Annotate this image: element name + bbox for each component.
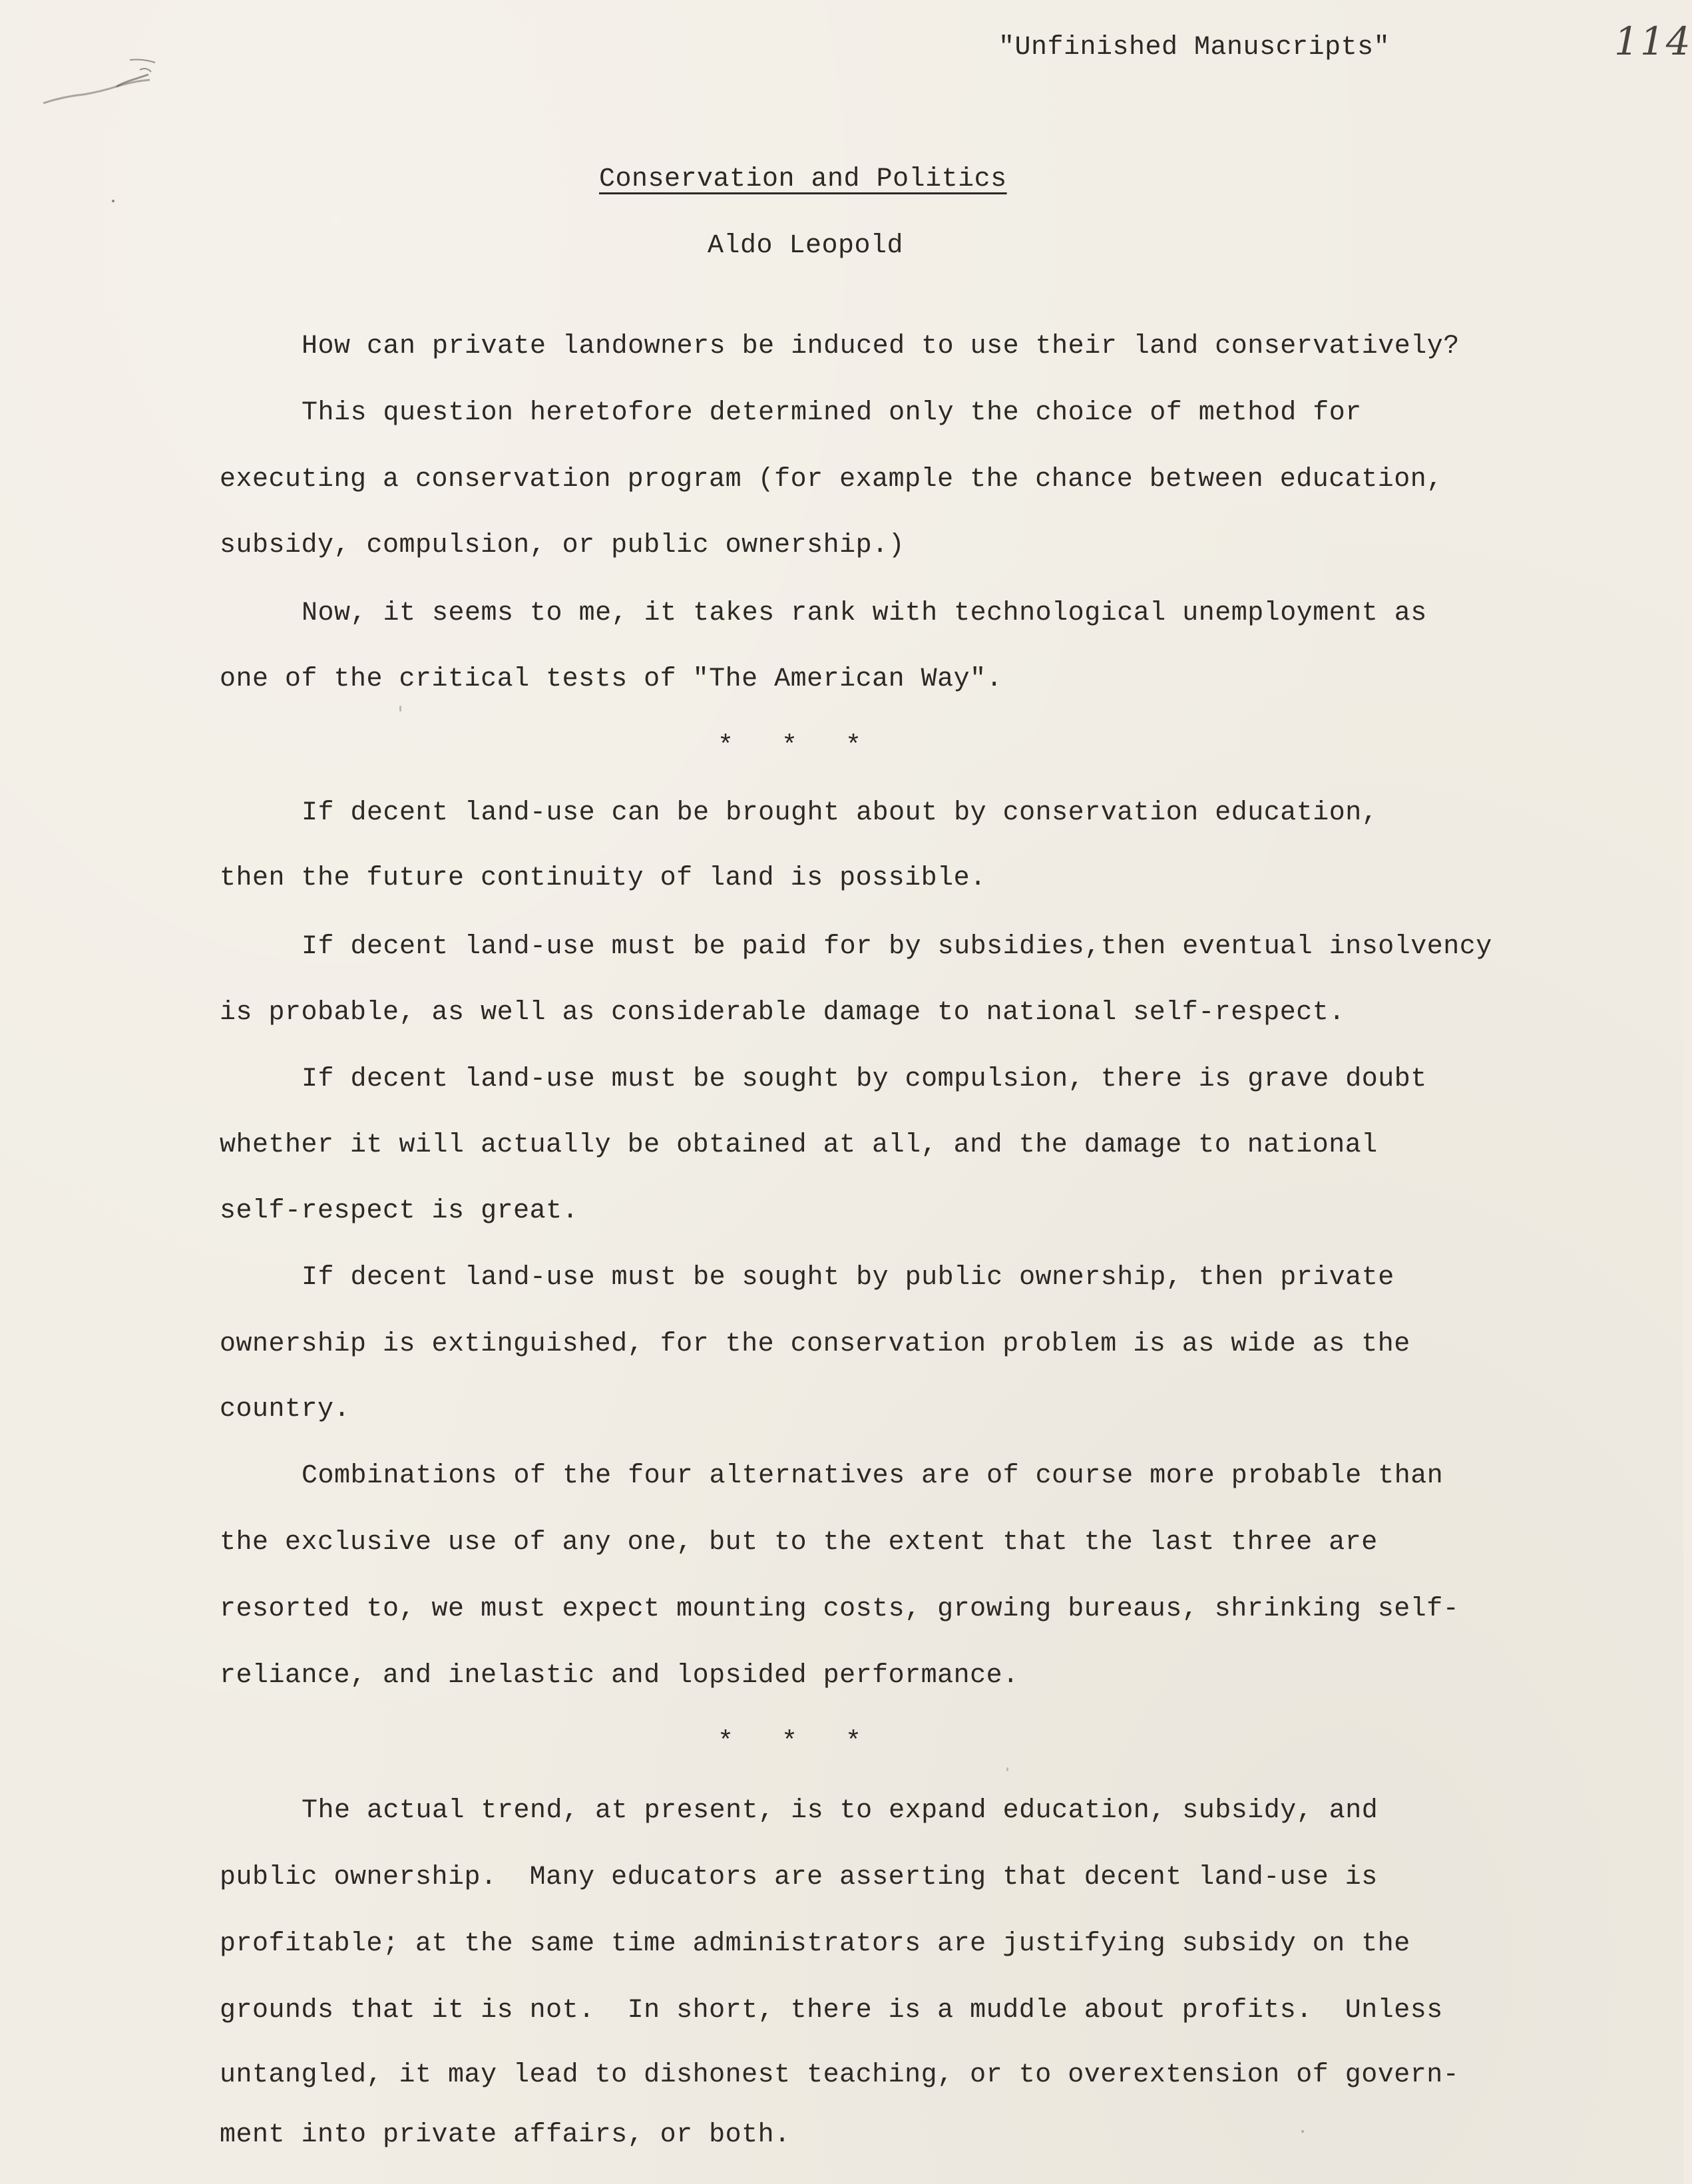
document-title: Conservation and Politics	[599, 164, 1007, 194]
section-separator: * * *	[718, 1727, 862, 1757]
text-line: How can private landowners be induced to use their land conservatively?	[302, 331, 1460, 361]
text-line: If decent land-use must be sought by compulsion, there is grave doubt	[302, 1064, 1427, 1094]
text-line: If decent land-use must be paid for by subsidies,then eventual insolvency	[302, 932, 1492, 962]
text-line: one of the critical tests of "The American Way".	[220, 664, 1003, 694]
text-line: Now, it seems to me, it takes rank with technological unemployment as	[302, 598, 1427, 628]
text-line: ment into private affairs, or both.	[220, 2120, 791, 2150]
header-label: "Unfinished Manuscripts"	[998, 33, 1390, 63]
text-line: untangled, it may lead to dishonest teaching, or to overextension of govern-	[220, 2060, 1460, 2090]
section-separator: * * *	[718, 732, 862, 762]
document-author: Aldo Leopold	[708, 231, 904, 261]
text-line: This question heretofore determined only the choice of method for	[302, 398, 1362, 428]
text-line: If decent land-use can be brought about by conservation education,	[302, 798, 1378, 828]
text-line: self-respect is great.	[220, 1196, 579, 1226]
text-line: ownership is extinguished, for the conservation problem is as wide as the	[220, 1329, 1410, 1359]
text-line: reliance, and inelastic and lopsided performance.	[220, 1661, 1019, 1691]
pencil-scribble-mark	[37, 40, 163, 113]
text-line: public ownership. Many educators are asserting that decent land-use is	[220, 1862, 1378, 1892]
text-line: subsidy, compulsion, or public ownership.)	[220, 531, 905, 560]
paper-speck	[399, 706, 401, 712]
text-line: the exclusive use of any one, but to the extent that the last three are	[220, 1528, 1378, 1558]
text-line: whether it will actually be obtained at all, and the damage to national	[220, 1130, 1378, 1160]
text-line: is probable, as well as considerable damage to national self-respect.	[220, 998, 1345, 1028]
text-line: then the future continuity of land is possible.	[220, 863, 986, 893]
paper-speck	[1006, 1767, 1008, 1771]
text-line: resorted to, we must expect mounting costs, growing bureaus, shrinking self-	[220, 1594, 1460, 1624]
paper-speck	[112, 200, 114, 202]
text-line: If decent land-use must be sought by public ownership, then private	[302, 1263, 1394, 1293]
text-line: Combinations of the four alternatives are of course more probable than	[302, 1461, 1444, 1491]
paper-speck	[1301, 2130, 1304, 2133]
text-line: profitable; at the same time administrators are justifying subsidy on the	[220, 1929, 1410, 1959]
text-line: country.	[220, 1395, 351, 1424]
text-line: executing a conservation program (for example the chance between education,	[220, 465, 1443, 495]
page-number: 114	[1614, 19, 1692, 64]
text-line: The actual trend, at present, is to expand education, subsidy, and	[302, 1796, 1378, 1826]
text-line: grounds that it is not. In short, there is a muddle about profits. Unless	[220, 1996, 1443, 2026]
